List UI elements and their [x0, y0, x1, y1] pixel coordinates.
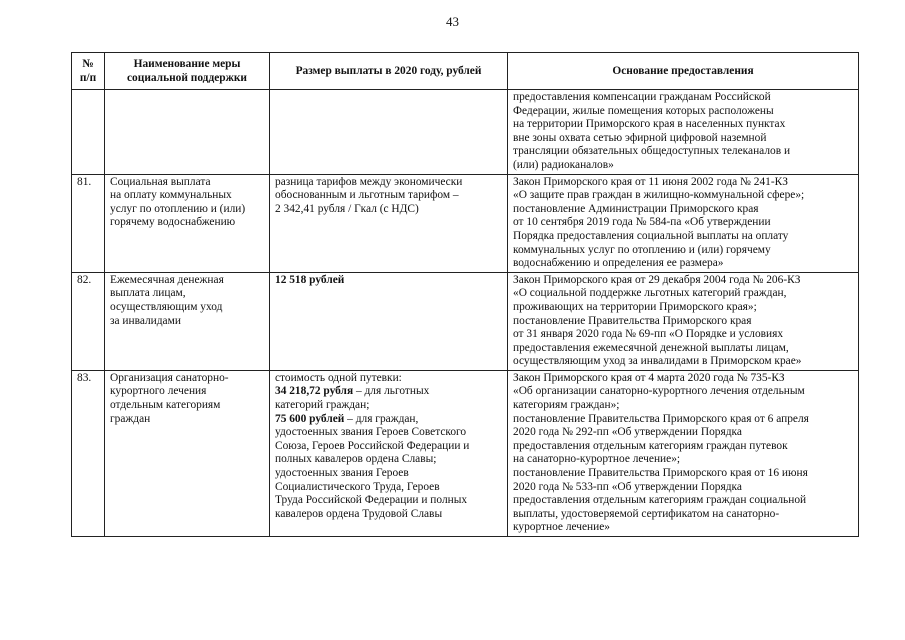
payment-amount-cell	[270, 174, 508, 272]
payment-amount-bold: 34 218,72 рубля	[275, 385, 354, 398]
measure-name-line: горячему водоснабжению	[110, 216, 236, 229]
header-measure-line2: социальной поддержки	[127, 72, 247, 84]
measure-name-line: курортного лечения	[110, 385, 207, 398]
payment-amount-text: – для льготных	[353, 385, 430, 398]
basis-line: коммунальных услуг по отоплению и (или) горячему	[513, 243, 771, 256]
payment-amount-line: полных кавалеров ордена Славы;	[275, 453, 437, 466]
payment-amount-line	[275, 385, 503, 399]
payment-amount-intro: стоимость одной путевки:	[275, 371, 402, 384]
payment-amount-cell	[270, 90, 508, 175]
row-number: 83.	[72, 370, 105, 536]
basis-line: Закон Приморского края от 4 марта 2020 года № 735-КЗ	[513, 371, 785, 384]
measure-name-line: граждан	[110, 412, 151, 425]
measure-name-cell	[105, 90, 270, 175]
table-header-row	[72, 53, 859, 90]
header-payment-amount: Размер выплаты в 2020 году, рублей	[270, 53, 508, 90]
payment-amount-line: удостоенных звания Героев	[275, 467, 409, 480]
basis-cell	[508, 90, 859, 175]
payment-amount-line: разница тарифов между экономически	[275, 175, 463, 188]
header-basis: Основание предоставления	[508, 53, 859, 90]
measure-name-line: осуществляющим уход	[110, 300, 223, 313]
header-measure-line1: Наименование меры	[133, 58, 241, 70]
basis-line: «Об организации санаторно-курортного лечения отдельным	[513, 385, 805, 398]
basis-line: проживающих на территории Приморского края»;	[513, 300, 757, 313]
table-row	[72, 174, 859, 272]
basis-line: курортное лечение»	[513, 521, 610, 534]
basis-line: вне зоны охвата сетью эфирной цифровой наземной	[513, 131, 767, 144]
row-number: 81.	[72, 174, 105, 272]
payment-amount-line: кавалеров ордена Трудовой Славы	[275, 507, 443, 520]
measure-name-line: выплата лицам,	[110, 287, 186, 300]
header-number-line1: №	[82, 58, 94, 70]
payment-amount-bold: 75 600 рублей	[275, 412, 345, 425]
payment-amount-line: Социалистического Труда, Героев	[275, 480, 440, 493]
page-number: 43	[446, 14, 459, 29]
basis-line: предоставления отдельным категориям граждан социальной	[513, 494, 807, 507]
basis-line: на территории Приморского края в населенных пунктах	[513, 118, 786, 131]
basis-line: постановление Правительства Приморского края от 6 апреля	[513, 412, 809, 425]
basis-cell	[508, 272, 859, 370]
payment-amount-cell	[270, 370, 508, 536]
basis-line: «О защите прав граждан в жилищно-коммунальной сфере»;	[513, 189, 805, 202]
basis-line: постановление Правительства Приморского края	[513, 314, 752, 327]
basis-line: Закон Приморского края от 29 декабря 2004 года № 206-КЗ	[513, 273, 801, 286]
measure-name-line: Организация санаторно-	[110, 371, 229, 384]
basis-cell	[508, 174, 859, 272]
basis-line: выплаты, удостоверяемой сертификатом на санаторно-	[513, 507, 780, 520]
basis-line: постановление Администрации Приморского края	[513, 202, 759, 215]
basis-line: (или) радиоканалов»	[513, 158, 614, 171]
measure-name-cell	[105, 174, 270, 272]
basis-line: Закон Приморского края от 11 июня 2002 года № 241-КЗ	[513, 175, 788, 188]
basis-line: Порядка предоставления социальной выплаты на оплату	[513, 229, 789, 242]
measure-name-line: на оплату коммунальных	[110, 189, 232, 202]
measure-name-line: за инвалидами	[110, 314, 181, 327]
table-row	[72, 272, 859, 370]
payment-amount-line: удостоенных звания Героев Советского	[275, 426, 467, 439]
basis-line: предоставления ежемесячной денежной выплаты лицам,	[513, 341, 789, 354]
row-number	[72, 90, 105, 175]
measure-name-line: отдельным категориям	[110, 399, 221, 412]
payment-amount-cell	[270, 272, 508, 370]
basis-line: 2020 года № 292-пп «Об утверждении Порядка	[513, 426, 742, 439]
measure-name-line: услуг по отоплению и (или)	[110, 202, 246, 215]
payment-amount-value: 12 518 рублей	[275, 273, 345, 286]
social-support-table	[71, 52, 859, 537]
basis-cell	[508, 370, 859, 536]
basis-line: трансляции обязательных общедоступных телеканалов и	[513, 145, 791, 158]
measure-name-line: Социальная выплата	[110, 175, 211, 188]
header-measure-name	[105, 53, 270, 90]
basis-line: 2020 года № 533-пп «Об утверждении Порядка	[513, 480, 742, 493]
table-row	[72, 90, 859, 175]
payment-amount-line	[275, 413, 503, 427]
table-row	[72, 370, 859, 536]
basis-line: Федерации, жилые помещения которых расположены	[513, 104, 774, 117]
payment-amount-line: Труда Российской Федерации и полных	[275, 494, 468, 507]
measure-name-line: Ежемесячная денежная	[110, 273, 224, 286]
payment-amount-text: – для граждан,	[344, 412, 419, 425]
payment-amount-line: 2 342,41 рубля / Гкал (с НДС)	[275, 202, 419, 215]
basis-line: осуществляющим уход за инвалидами в Приморском крае»	[513, 355, 802, 368]
measure-name-cell	[105, 370, 270, 536]
basis-line: «О социальной поддержке льготных категорий граждан,	[513, 287, 787, 300]
basis-line: от 31 января 2020 года № 69-пп «О Порядке и условиях	[513, 328, 784, 341]
row-number: 82.	[72, 272, 105, 370]
payment-amount-line: категорий граждан;	[275, 399, 370, 412]
payment-amount-line: обоснованным и льготным тарифом –	[275, 189, 459, 202]
basis-line: водоснабжению и определения ее размера»	[513, 257, 724, 270]
basis-line: предоставления отдельным категориям граждан путевок	[513, 439, 788, 452]
basis-line: постановление Правительства Приморского края от 16 июня	[513, 467, 808, 480]
basis-line: категориям граждан»;	[513, 399, 620, 412]
payment-amount-line: Союза, Героев Российской Федерации и	[275, 439, 470, 452]
measure-name-cell	[105, 272, 270, 370]
basis-line: на санаторно-курортное лечение»;	[513, 453, 681, 466]
header-number	[72, 53, 105, 90]
basis-line: от 10 сентября 2019 года № 584-па «Об утверждении	[513, 216, 771, 229]
basis-line: предоставления компенсации гражданам Российской	[513, 91, 771, 103]
header-number-line2: п/п	[79, 72, 97, 84]
